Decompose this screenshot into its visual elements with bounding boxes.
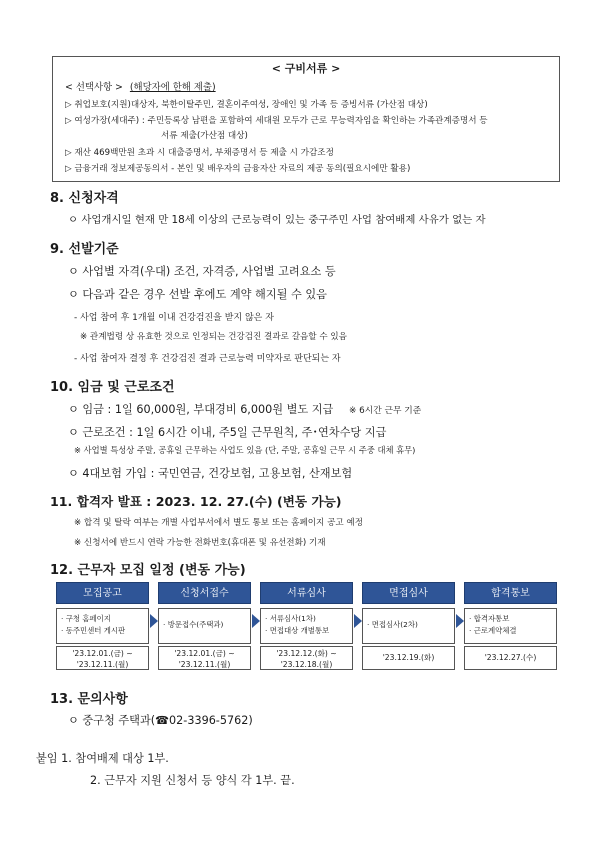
sec9-note: ※ 관계법령 상 유효한 것으로 인정되는 건강검진 결과로 갈음할 수 있음	[80, 332, 347, 342]
sec8-line: ㅇ 사업개시일 현재 만 18세 이상의 근로능력이 있는 중구주민 사업 참여배제 사유가 없는 자	[68, 214, 486, 226]
stage-detail-line: · 서류심사(1차)	[265, 614, 316, 623]
optional-label: < 선택사항 >	[65, 82, 123, 93]
sec9-line: - 사업 참여자 결정 후 건강검진 결과 근로능력 미약자로 판단되는 자	[74, 354, 341, 364]
stage-detail	[158, 608, 251, 644]
doc-item: ▷ 취업보호(지원)대상자, 북한이탈주민, 결혼이주여성, 장애인 및 가족 등 증빙서류 (가산점 대상)	[65, 100, 428, 110]
stage-detail-line: · 면접대상 개별통보	[265, 626, 330, 635]
section-13-title: 13. 문의사항	[50, 692, 128, 707]
stage-date-line: '23.12.19.(화)	[382, 653, 435, 662]
sec10-note: ※ 사업별 특성상 주말, 공휴일 근무하는 사업도 있음 (단, 주말, 공휴일 근무 시 주중 대체 휴무)	[74, 445, 416, 455]
sec9-line: ㅇ 다음과 같은 경우 선발 후에도 계약 해지될 수 있음	[68, 288, 327, 301]
stage-name: 신청서접수	[158, 582, 251, 604]
arrow-right-icon	[252, 614, 260, 628]
wage-text: ㅇ 임금 : 1일 60,000원, 부대경비 6,000원 별도 지급	[68, 403, 334, 416]
stage-date-line: '23.12.01.(금) ~	[174, 649, 235, 658]
sec10-line	[68, 401, 421, 417]
required-documents-box	[52, 56, 560, 182]
stage-date-line: '23.12.18.(월)	[280, 660, 333, 669]
stage-date-line: '23.12.01.(금) ~	[72, 649, 133, 658]
stage-detail-line: · 근로계약체결	[469, 626, 517, 635]
stage-detail-line: · 구청 홈페이지	[61, 614, 111, 623]
stage-name: 서류심사	[260, 582, 353, 604]
schedule-stage	[158, 582, 251, 668]
stage-date	[260, 646, 353, 670]
stage-date	[158, 646, 251, 670]
sec11-note: ※ 신청서에 반드시 연락 가능한 전화번호(휴대폰 및 유선전화) 기재	[74, 538, 326, 548]
stage-detail-line: · 합격자통보	[469, 614, 510, 623]
optional-note: (해당자에 한해 제출)	[129, 82, 216, 93]
section-8-title: 8. 신청자격	[50, 191, 119, 206]
sec13-contact: ㅇ 중구청 주택과(☎02-3396-5762)	[68, 714, 253, 727]
stage-date-line: '23.12.11.(월)	[178, 660, 231, 669]
section-11-title: 11. 합격자 발표 : 2023. 12. 27.(수) (변동 가능)	[50, 494, 342, 509]
stage-date-line: '23.12.27.(수)	[484, 653, 537, 662]
arrow-right-icon	[150, 614, 158, 628]
stage-date	[464, 646, 557, 670]
wage-note: ※ 6시간 근무 기준	[348, 406, 422, 416]
box-title: < 구비서류 >	[271, 62, 341, 75]
stage-date-line: '23.12.12.(화) ~	[276, 649, 337, 658]
stage-name: 모집공고	[56, 582, 149, 604]
schedule-stage	[260, 582, 353, 668]
doc-item: 서류 제출(가산점 대상)	[161, 131, 248, 141]
sec9-line: ㅇ 사업별 자격(우대) 조건, 자격증, 사업별 고려요소 등	[68, 265, 336, 278]
stage-detail	[362, 608, 455, 644]
stage-detail-line: · 면접심사(2차)	[367, 620, 418, 629]
sec11-note: ※ 합격 및 탈락 여부는 개별 사업부서에서 별도 통보 또는 홈페이지 공고 예정	[74, 518, 364, 528]
stage-detail	[464, 608, 557, 644]
stage-date-line: '23.12.11.(월)	[76, 660, 129, 669]
stage-detail	[56, 608, 149, 644]
stage-detail-line: · 동주민센터 게시판	[61, 626, 126, 635]
doc-item: ▷ 금융거래 정보제공동의서 - 본인 및 배우자의 금융자산 자료의 제공 동의(필요시에만 활용)	[65, 164, 411, 174]
section-9-title: 9. 선발기준	[50, 242, 119, 257]
stage-name: 합격통보	[464, 582, 557, 604]
section-10-title: 10. 임금 및 근로조건	[50, 380, 175, 395]
attachment-line: 2. 근무자 지원 신청서 등 양식 각 1부. 끝.	[90, 774, 295, 787]
doc-item: ▷ 여성가장(세대주) : 주민등록상 남편을 포함하여 세대원 모두가 근로 무능력자임을 확인하는 가족관계증명서 등	[65, 116, 488, 126]
sec10-line: ㅇ 근로조건 : 1일 6시간 이내, 주5일 근무원칙, 주･연차수당 지급	[68, 426, 387, 439]
stage-date	[56, 646, 149, 670]
stage-date	[362, 646, 455, 670]
arrow-right-icon	[354, 614, 362, 628]
attachment-line: 붙임 1. 참여배제 대상 1부.	[36, 752, 169, 765]
schedule-stage	[56, 582, 149, 668]
sec9-line: - 사업 참여 후 1개월 이내 건강검진을 받지 않은 자	[74, 313, 274, 323]
doc-item: ▷ 재산 469백만원 초과 시 대출증명서, 부채증명서 등 제출 시 가감조정	[65, 148, 334, 158]
arrow-right-icon	[456, 614, 464, 628]
section-12-title: 12. 근무자 모집 일정 (변동 가능)	[50, 563, 246, 578]
optional-header	[65, 79, 216, 93]
sec10-line: ㅇ 4대보험 가입 : 국민연금, 건강보험, 고용보험, 산재보험	[68, 467, 353, 480]
schedule-stage	[464, 582, 557, 668]
schedule-stage	[362, 582, 455, 668]
stage-detail	[260, 608, 353, 644]
stage-name: 면접심사	[362, 582, 455, 604]
stage-detail-line: · 방문접수(주택과)	[163, 620, 224, 629]
